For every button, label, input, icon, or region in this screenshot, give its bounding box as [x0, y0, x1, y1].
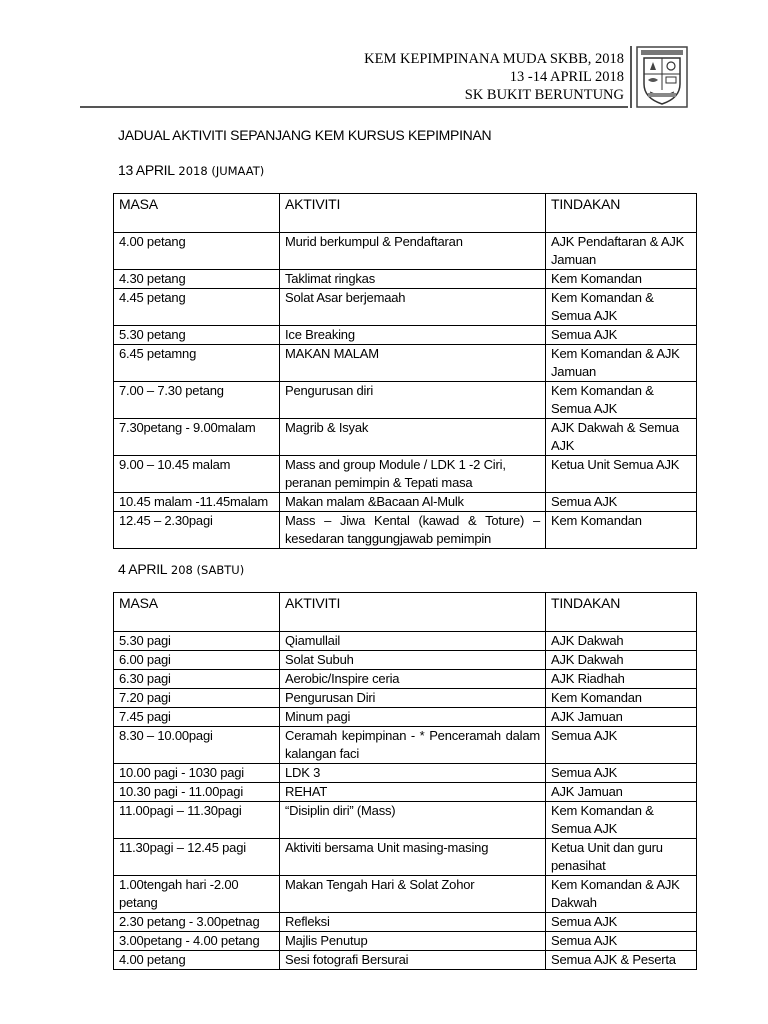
table-row — [114, 456, 697, 493]
cell-masa: 3.00petang - 4.00 petang — [114, 932, 280, 951]
day2-table-body — [114, 593, 697, 970]
table-row — [114, 651, 697, 670]
cell-tindakan: Semua AJK & Peserta — [546, 951, 697, 970]
table-row — [114, 670, 697, 689]
cell-tindakan: Kem Komandan & AJK Jamuan — [546, 345, 697, 382]
cell-aktiviti: Ceramah kepimpinan - * Penceramah dalam kalangan faci — [280, 727, 546, 764]
cell-aktiviti: Mass – Jiwa Kental (kawad & Toture) – kesedaran tanggungjawab pemimpin — [280, 512, 546, 549]
cell-aktiviti: Solat Subuh — [280, 651, 546, 670]
cell-masa: 6.00 pagi — [114, 651, 280, 670]
day1-heading — [118, 162, 264, 178]
cell-masa: 2.30 petang - 3.00petnag — [114, 913, 280, 932]
cell-tindakan: Kem Komandan — [546, 512, 697, 549]
cell-aktiviti: LDK 3 — [280, 764, 546, 783]
cell-masa: 6.45 petamng — [114, 345, 280, 382]
cell-aktiviti: REHAT — [280, 783, 546, 802]
table-header-row — [114, 194, 697, 233]
school-crest-logo — [636, 46, 688, 108]
cell-aktiviti: MAKAN MALAM — [280, 345, 546, 382]
cell-tindakan: AJK Dakwah — [546, 651, 697, 670]
cell-masa: 4.30 petang — [114, 270, 280, 289]
cell-masa: 1.00tengah hari -2.00 petang — [114, 876, 280, 913]
header-text-block — [364, 50, 624, 104]
cell-tindakan: AJK Dakwah — [546, 632, 697, 651]
table-row — [114, 951, 697, 970]
cell-masa: 5.30 pagi — [114, 632, 280, 651]
table-row — [114, 419, 697, 456]
cell-tindakan: Semua AJK — [546, 493, 697, 512]
cell-masa: 10.30 pagi - 11.00pagi — [114, 783, 280, 802]
cell-aktiviti: Makan Tengah Hari & Solat Zohor — [280, 876, 546, 913]
day2-date-suffix: 208 (SABTU) — [167, 563, 245, 577]
cell-tindakan: Semua AJK — [546, 727, 697, 764]
cell-tindakan: Ketua Unit dan guru penasihat — [546, 839, 697, 876]
cell-aktiviti: Mass and group Module / LDK 1 -2 Ciri, peranan pemimpin & Tepati masa — [280, 456, 546, 493]
column-header-aktiviti: AKTIVITI — [280, 593, 546, 632]
document-title: JADUAL AKTIVITI SEPANJANG KEM KURSUS KEPIMPINAN — [118, 127, 492, 143]
cell-masa: 7.20 pagi — [114, 689, 280, 708]
table-row — [114, 783, 697, 802]
cell-masa: 7.00 – 7.30 petang — [114, 382, 280, 419]
document-header — [80, 46, 690, 106]
table-row — [114, 876, 697, 913]
cell-aktiviti: Aerobic/Inspire ceria — [280, 670, 546, 689]
cell-aktiviti: Minum pagi — [280, 708, 546, 727]
table-row — [114, 932, 697, 951]
cell-masa: 7.30petang - 9.00malam — [114, 419, 280, 456]
cell-aktiviti: “Disiplin diri” (Mass) — [280, 802, 546, 839]
cell-masa: 10.45 malam -11.45malam — [114, 493, 280, 512]
cell-aktiviti: Murid berkumpul & Pendaftaran — [280, 233, 546, 270]
cell-tindakan: AJK Riadhah — [546, 670, 697, 689]
cell-aktiviti: Majlis Penutup — [280, 932, 546, 951]
table-row — [114, 708, 697, 727]
cell-aktiviti: Makan malam &Bacaan Al-Mulk — [280, 493, 546, 512]
cell-aktiviti: Ice Breaking — [280, 326, 546, 345]
day1-schedule-table — [113, 193, 697, 549]
cell-tindakan: Kem Komandan & Semua AJK — [546, 382, 697, 419]
cell-masa: 8.30 – 10.00pagi — [114, 727, 280, 764]
cell-aktiviti: Aktiviti bersama Unit masing-masing — [280, 839, 546, 876]
day1-table-body — [114, 194, 697, 549]
header-rule — [80, 106, 628, 108]
cell-aktiviti: Solat Asar berjemaah — [280, 289, 546, 326]
cell-masa: 7.45 pagi — [114, 708, 280, 727]
cell-tindakan: Semua AJK — [546, 913, 697, 932]
cell-masa: 4.45 petang — [114, 289, 280, 326]
cell-tindakan: Kem Komandan & Semua AJK — [546, 289, 697, 326]
cell-masa: 11.00pagi – 11.30pagi — [114, 802, 280, 839]
table-row — [114, 727, 697, 764]
cell-masa: 9.00 – 10.45 malam — [114, 456, 280, 493]
cell-masa: 10.00 pagi - 1030 pagi — [114, 764, 280, 783]
cell-aktiviti: Sesi fotografi Bersurai — [280, 951, 546, 970]
cell-tindakan: Semua AJK — [546, 932, 697, 951]
cell-aktiviti: Pengurusan Diri — [280, 689, 546, 708]
column-header-tindakan: TINDAKAN — [546, 593, 697, 632]
cell-masa: 12.45 – 2.30pagi — [114, 512, 280, 549]
cell-tindakan: AJK Jamuan — [546, 708, 697, 727]
day1-date: 13 APRIL — [118, 162, 175, 178]
cell-masa: 4.00 petang — [114, 951, 280, 970]
cell-aktiviti: Pengurusan diri — [280, 382, 546, 419]
table-row — [114, 802, 697, 839]
day2-schedule-table — [113, 592, 697, 970]
table-row — [114, 632, 697, 651]
header-line-2: 13 -14 APRIL 2018 — [509, 69, 624, 85]
table-row — [114, 270, 697, 289]
header-line-1: KEM KEPIMPINANA MUDA SKBB, 2018 — [364, 51, 624, 67]
day2-date: 4 APRIL — [118, 561, 168, 577]
cell-tindakan: Semua AJK — [546, 764, 697, 783]
cell-aktiviti: Magrib & Isyak — [280, 419, 546, 456]
day1-date-suffix: 2018 (JUMAAT) — [174, 164, 265, 178]
cell-tindakan: AJK Dakwah & Semua AJK — [546, 419, 697, 456]
day2-heading — [118, 561, 244, 577]
cell-tindakan: AJK Jamuan — [546, 783, 697, 802]
cell-masa: 11.30pagi – 12.45 pagi — [114, 839, 280, 876]
cell-aktiviti: Taklimat ringkas — [280, 270, 546, 289]
table-row — [114, 689, 697, 708]
cell-tindakan: AJK Pendaftaran & AJK Jamuan — [546, 233, 697, 270]
table-row — [114, 382, 697, 419]
cell-masa: 6.30 pagi — [114, 670, 280, 689]
cell-tindakan: Ketua Unit Semua AJK — [546, 456, 697, 493]
table-row — [114, 326, 697, 345]
table-row — [114, 345, 697, 382]
header-vertical-rule — [630, 46, 632, 108]
table-row — [114, 289, 697, 326]
table-row — [114, 233, 697, 270]
header-line-3: SK BUKIT BERUNTUNG — [464, 87, 624, 103]
table-row — [114, 493, 697, 512]
column-header-aktiviti: AKTIVITI — [280, 194, 546, 233]
cell-tindakan: Kem Komandan & Semua AJK — [546, 802, 697, 839]
table-row — [114, 913, 697, 932]
cell-masa: 5.30 petang — [114, 326, 280, 345]
cell-aktiviti: Refleksi — [280, 913, 546, 932]
column-header-masa: MASA — [114, 194, 280, 233]
cell-tindakan: Kem Komandan — [546, 689, 697, 708]
column-header-tindakan: TINDAKAN — [546, 194, 697, 233]
cell-aktiviti: Qiamullail — [280, 632, 546, 651]
table-header-row — [114, 593, 697, 632]
table-row — [114, 764, 697, 783]
table-row — [114, 839, 697, 876]
column-header-masa: MASA — [114, 593, 280, 632]
table-row — [114, 512, 697, 549]
cell-tindakan: Kem Komandan — [546, 270, 697, 289]
cell-tindakan: Semua AJK — [546, 326, 697, 345]
cell-tindakan: Kem Komandan & AJK Dakwah — [546, 876, 697, 913]
cell-masa: 4.00 petang — [114, 233, 280, 270]
